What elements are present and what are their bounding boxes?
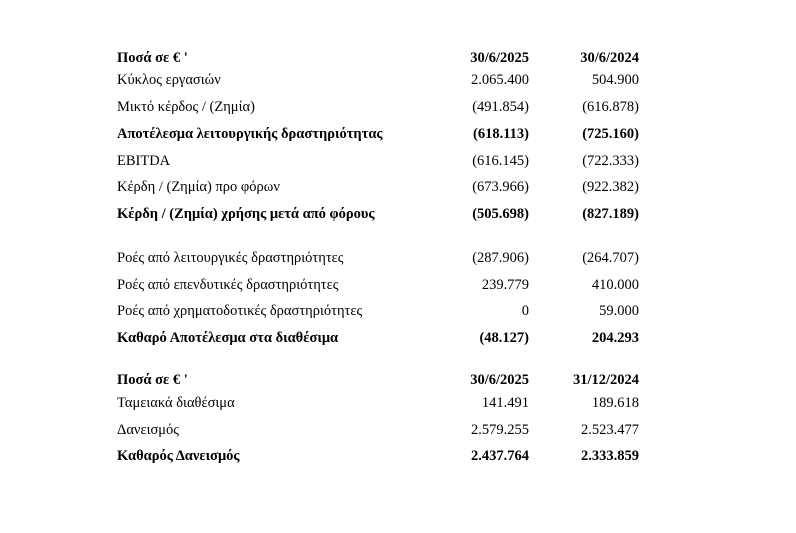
row-value-col1: (491.854) — [472, 99, 529, 115]
row-value-col1: (287.906) — [472, 250, 529, 266]
row-value-col2: (722.333) — [582, 153, 639, 169]
table2-row-borrowing — [0, 419, 796, 441]
table1-header-row — [0, 47, 796, 69]
row-label: Μικτό κέρδος / (Ζημία) — [117, 99, 255, 115]
table1-row-gross-profit — [0, 96, 796, 118]
table1-header-label: Ποσά σε € ' — [117, 50, 188, 66]
row-label: Κέρδη / (Ζημία) χρήσης μετά από φόρους — [117, 206, 375, 222]
row-label: Ροές από χρηματοδοτικές δραστηριότητες — [117, 303, 363, 319]
row-label: Καθαρός Δανεισμός — [117, 448, 240, 464]
table1-row-net-cash-result — [0, 327, 796, 349]
row-value-col1: 239.779 — [481, 277, 529, 293]
row-label: Ροές από επενδυτικές δραστηριότητες — [117, 277, 339, 293]
row-label: Κύκλος εργασιών — [117, 72, 221, 88]
row-label: Δανεισμός — [117, 422, 180, 438]
row-label: Αποτέλεσμα λειτουργικής δραστηριότητας — [117, 126, 383, 142]
row-label: Ροές από λειτουργικές δραστηριότητες — [117, 250, 344, 266]
row-value-col1: 2.579.255 — [471, 422, 529, 438]
table1-row-ebitda — [0, 150, 796, 172]
row-value-col1: 141.491 — [481, 395, 529, 411]
row-label: EBITDA — [117, 153, 171, 169]
table2-row-net-borrowing — [0, 445, 796, 467]
row-value-col1: (618.113) — [473, 126, 529, 142]
table1-row-financing-flows — [0, 300, 796, 322]
table2-header-col2: 31/12/2024 — [572, 372, 639, 388]
row-value-col1: 2.437.764 — [471, 448, 529, 464]
row-value-col1: (505.698) — [472, 206, 529, 222]
table1-row-after-tax — [0, 203, 796, 225]
row-value-col2: (616.878) — [582, 99, 639, 115]
row-label: Καθαρό Αποτέλεσμα στα διαθέσιμα — [117, 330, 339, 346]
table1-row-operating-result — [0, 123, 796, 145]
table1-header-col2: 30/6/2024 — [580, 50, 639, 66]
table2-row-cash — [0, 392, 796, 414]
row-value-col2: 189.618 — [591, 395, 639, 411]
row-value-col2: (725.160) — [582, 126, 639, 142]
row-value-col2: 504.900 — [591, 72, 639, 88]
row-value-col2: 410.000 — [591, 277, 639, 293]
row-value-col2: (827.189) — [582, 206, 639, 222]
table1-row-investing-flows — [0, 274, 796, 296]
row-value-col2: 59.000 — [599, 303, 639, 319]
row-value-col1: 2.065.400 — [471, 72, 529, 88]
table1-header-col1: 30/6/2025 — [470, 50, 529, 66]
row-value-col1: (48.127) — [479, 330, 529, 346]
row-value-col1: 0 — [521, 303, 529, 319]
row-value-col2: (922.382) — [582, 179, 639, 195]
row-value-col2: 2.333.859 — [581, 448, 639, 464]
row-value-col2: 2.523.477 — [581, 422, 639, 438]
table1-row-pretax — [0, 176, 796, 198]
row-value-col1: (616.145) — [472, 153, 529, 169]
table2-header-col1: 30/6/2025 — [470, 372, 529, 388]
row-value-col2: (264.707) — [582, 250, 639, 266]
table2-header-row — [0, 369, 796, 391]
table1-row-operating-flows — [0, 247, 796, 269]
row-label: Κέρδη / (Ζημία) προ φόρων — [117, 179, 280, 195]
table1-row-revenue — [0, 69, 796, 91]
table2-header-label: Ποσά σε € ' — [117, 372, 188, 388]
row-label: Ταμειακά διαθέσιμα — [117, 395, 235, 411]
row-value-col2: 204.293 — [591, 330, 639, 346]
row-value-col1: (673.966) — [472, 179, 529, 195]
